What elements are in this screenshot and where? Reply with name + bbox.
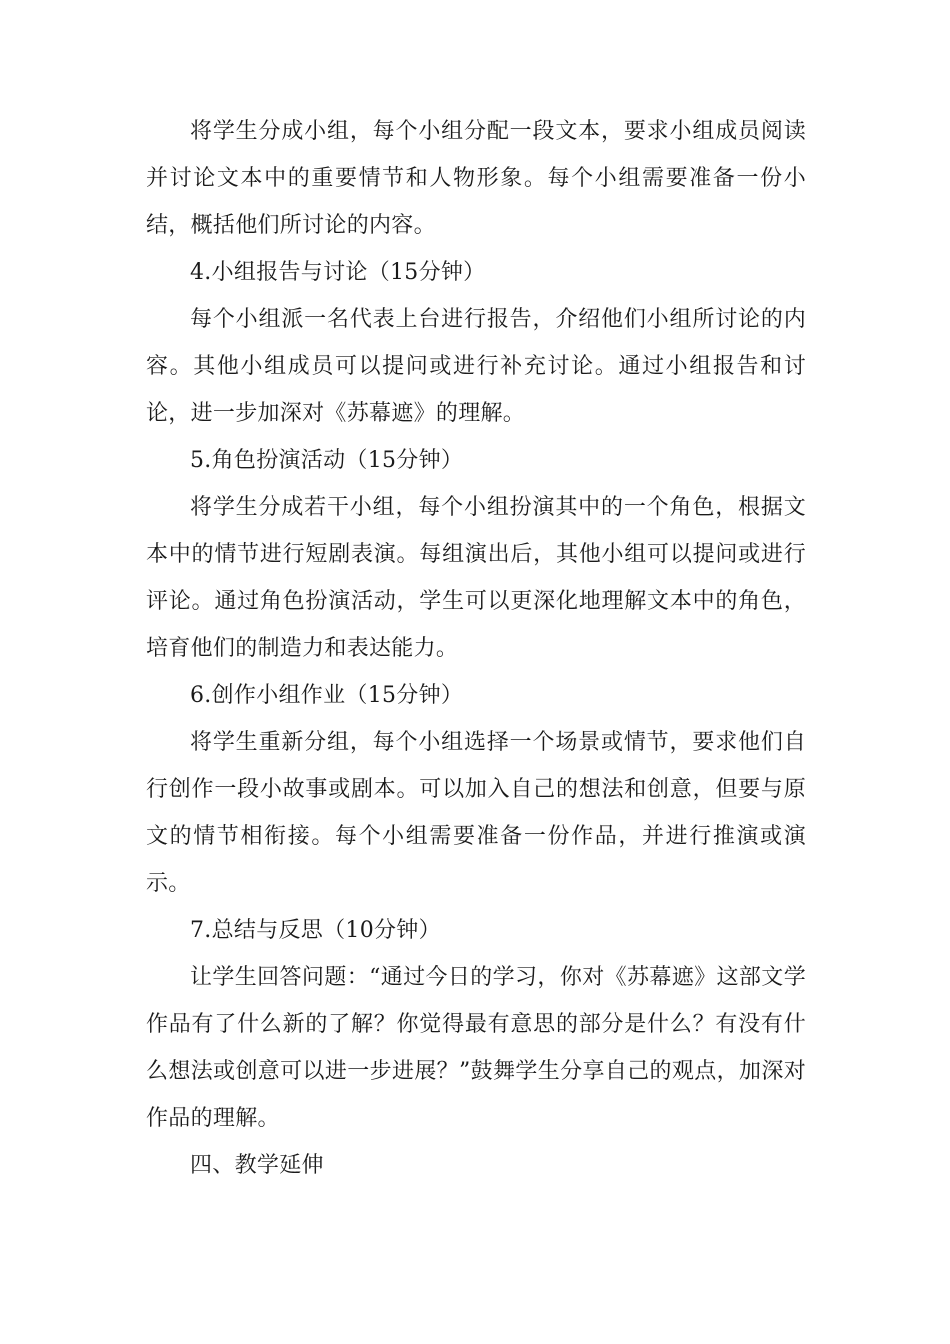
heading-section-4: 四、教学延伸 bbox=[190, 1153, 324, 1178]
paragraph-role-play: 将学生分成若干小组，每个小组扮演其中的一个角色，根据文本中的情节进行短剧表演。每组演出后，其他小组可以提问或进行评论。通过角色扮演活动，学生可以更深化地理解文本中的角色，培育他们的制造力和表达能力。 bbox=[146, 495, 806, 661]
paragraph-creative-work: 将学生重新分组，每个小组选择一个场景或情节，要求他们自行创作一段小故事或剧本。可以加入自己的想法和创意，但要与原文的情节相衔接。每个小组需要准备一份作品，并进行推演或演示。 bbox=[146, 730, 806, 896]
paragraph-summary-reflection: 让学生回答问题：“通过今日的学习，你对《苏幕遮》这部文学作品有了什么新的了解？你觉得最有意思的部分是什么？有没有什么想法或创意可以进一步进展？”鼓舞学生分享自己的观点，加深对作品的理解。 bbox=[146, 965, 806, 1131]
paragraph-group-reading: 将学生分成小组，每个小组分配一段文本，要求小组成员阅读并讨论文本中的重要情节和人物形象。每个小组需要准备一份小结，概括他们所讨论的内容。 bbox=[146, 119, 806, 238]
document-page bbox=[146, 108, 806, 1189]
heading-step-7: 7.总结与反思（10分钟） bbox=[190, 918, 441, 943]
heading-step-5: 5.角色扮演活动（15分钟） bbox=[190, 448, 464, 473]
paragraph-group-report: 每个小组派一名代表上台进行报告，介绍他们小组所讨论的内容。其他小组成员可以提问或进行补充讨论。通过小组报告和讨论，进一步加深对《苏幕遮》的理解。 bbox=[146, 307, 806, 426]
heading-step-6: 6.创作小组作业（15分钟） bbox=[190, 683, 464, 708]
heading-step-4: 4.小组报告与讨论（15分钟） bbox=[190, 260, 486, 285]
